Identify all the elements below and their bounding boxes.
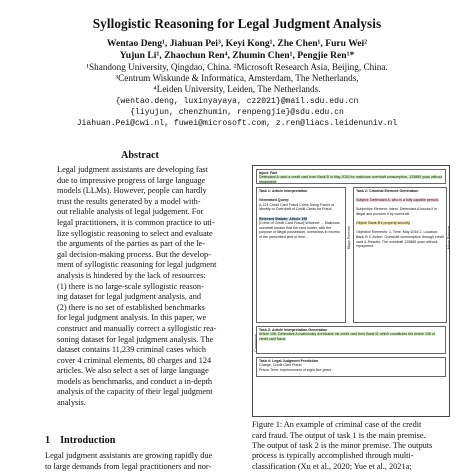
abstract-line: the arguments of the parties as part of the le- [57, 239, 205, 249]
abstract-line: ing dataset for legal judgment analysis, and [57, 292, 202, 302]
body-line: process is typically accomplished through multi- [252, 451, 414, 460]
abstract-line: due to impressive progress of large language [57, 175, 206, 185]
abstract-line: (2) there is no set of established benchmarks [57, 302, 205, 312]
section-heading-introduction [45, 435, 115, 446]
figure-relevant-article-label: Relevant Statute: Article 196 [259, 216, 308, 221]
abstract-line: (1) there is no large-scale syllogistic reason- [57, 281, 204, 291]
caption-line: Figure 1: An example of criminal case of the credit [252, 420, 422, 429]
figure-task2-box [353, 187, 447, 323]
abstract-body [57, 165, 227, 409]
intro-line: to large demands from legal practitioners and nor- [45, 461, 212, 471]
figure-task3-label: Task 3: Article Interpretation Generation [259, 328, 328, 332]
affiliation-2: ³Centrum Wiskunde & Informatica, Amsterdam, The Netherlands, [115, 73, 359, 83]
figure-task4-label: Task 4: Legal Judgment Prediction [259, 359, 319, 363]
email-line-3: Jiahuan.Pei@cwi.nl, fuwei@microsoft.com, z.ren@liacs.leidenuniv.nl [76, 119, 398, 128]
figure-1 [252, 165, 450, 417]
figure-objective-element-text: Objective Elements: 1. Time: May 2016 2. Location: Bank B 3. Action: Overdraft consumption through credit card 4. Results: The overdraft 125865 yuan without repayment. [356, 230, 444, 249]
abstract-line: analysis. [57, 398, 86, 408]
figure-subjective-element-text: Subjective Element: Intent. Defendant A knows it is illegal and pursues it by overdraft. [356, 207, 437, 216]
body-line: classification (Xu et al., 2020; Yue et al., 2021a; [252, 461, 412, 471]
figure-object-text: Object: Bank B's property security [356, 221, 411, 226]
abstract-line: construct and manually correct a syllogistic rea- [57, 323, 217, 333]
abstract-line: gal decision-making process. But the develop- [57, 249, 211, 259]
abstract-line: analysis is hindered by the lack of resources: [57, 270, 206, 280]
figure-task2-label: Task 2: Criminal Element Generation [356, 189, 419, 193]
right-column-body [252, 451, 450, 472]
intro-line: Legal judgment assistants are growing rapidly due [45, 451, 213, 460]
authors-line-1: Wentao Deng¹, Jiahuan Pei³, Keyi Kong¹, Zhe Chen¹, Furu Wei² [106, 38, 368, 49]
abstract-line: Legal judgment assistants are developing fast [57, 165, 208, 174]
figure-task4-term: Prison Term: Imprisonment of eight-five years [259, 367, 332, 372]
abstract-line: for legal judgment analysis. In this paper, we [57, 313, 207, 323]
figure-conclusion-label: Conclusion [254, 334, 258, 352]
email-line-2: {liyujun, chenzhumin, renpengjie}@sdu.edu.cn [130, 108, 344, 117]
figure-generated-query-text: A.124 Credit Card Fraud Crime Using Forms of Identity or Overdraft of Credit Cards for Fraud [259, 202, 335, 212]
introduction-body [45, 451, 235, 472]
abstract-line: analysis of the capacity of their legal judgment [57, 387, 213, 397]
figure-minor-premise-label: Minor Premise [447, 226, 451, 250]
caption-line: card fraud. The output of task 1 is the main premise. [252, 430, 426, 440]
figure-input-box [256, 169, 446, 184]
affiliation-1: ¹Shandong University, Qingdao, China. ²Microsoft Research Asia, Beijing, China. [86, 62, 388, 72]
figure-task3-text: Article 196: Defendant A maliciously overdraws his credit card from Bank B, which constitutes the Article 196 of credit card fraud. [259, 332, 435, 341]
abstract-line: out reliable analysis of legal judgement. For [57, 207, 204, 217]
figure-task1-label: Task 1: Article Interpretation [259, 189, 308, 193]
figure-generated-query-label: Generated Query: [259, 198, 290, 203]
caption-line: The output of task 2 is the minor premise. The outputs [252, 441, 433, 451]
figure-task3-box [256, 326, 446, 354]
figure-major-premise-label: Major Premise [347, 226, 351, 250]
figure-task4-box [256, 357, 446, 377]
figure-1-caption [252, 420, 450, 452]
section-title: Introduction [60, 435, 116, 446]
affiliation-3: ⁴Leiden University, Leiden, The Netherlands. [153, 84, 321, 94]
figure-subject-text: Subject: Defendant A, who is a fully capable person. [356, 198, 439, 203]
authors-line-2: Yujun Li¹, Zhaochun Ren⁴, Zhumin Chen¹, Pengjie Ren¹* [119, 50, 355, 61]
figure-input-text: Defendant A used a credit card from Bank B in May 2016 for malicious overdraft consumption, 125865 yuan without repayment. [259, 175, 443, 184]
figure-task4-charge: Charge: Credit Card Fraud [259, 363, 302, 368]
abstract-line: dataset contains 11,239 criminal cases which [57, 345, 206, 355]
abstract-line: models (LLMs). However, people can hardly [57, 186, 207, 196]
abstract-heading: Abstract [121, 150, 159, 161]
abstract-line: cover 4 criminal elements, 80 charges and 124 [57, 355, 212, 365]
abstract-line: soning dataset for legal judgment analysis. The [57, 334, 214, 344]
section-number: 1 [45, 435, 51, 446]
email-line-1: {wentao.deng, luxinyayaya, cz2021}@mail.sdu.edu.cn [115, 97, 359, 106]
abstract-line: ment of syllogistic reasoning for legal judgment [57, 260, 217, 270]
paper-title: Syllogistic Reasoning for Legal Judgment Analysis [92, 16, 382, 31]
figure-task1-box [256, 187, 346, 323]
abstract-line: articles. We also select a set of large language [57, 366, 209, 376]
abstract-line: legal practitioners, it is common practice to uti- [57, 217, 215, 227]
figure-input-label: Input: Fact [259, 171, 278, 175]
abstract-line: trust the results generated by a model with- [57, 196, 201, 206]
abstract-line: lize syllogistic reasoning to select and evaluate [57, 228, 213, 238]
abstract-line: models as benchmarks, and conduct a in-depth [57, 376, 213, 386]
figure-relevant-article-text: [Crime of Credit Card Fraud] Whoever ... Malicious overdraft means that the card holder, with the purpose of illegal possession, overdraws in excess of the prescribed limit or time ... [259, 221, 340, 239]
